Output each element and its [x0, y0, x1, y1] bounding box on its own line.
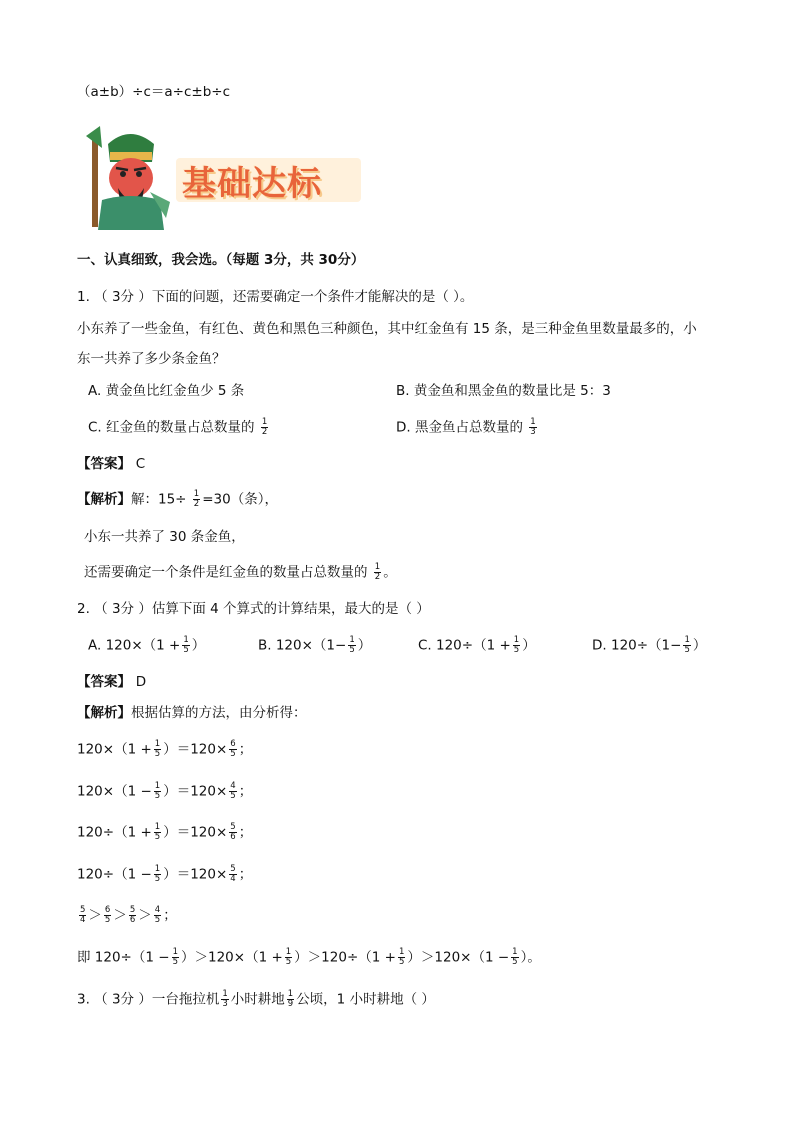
banner-title: 基础达标	[182, 164, 322, 204]
q1-analysis-2: 小东一共养了 30 条金鱼，	[84, 529, 245, 545]
q2-option-a: A. 120×（1 + $\frac{1}{5}$ ）	[88, 635, 206, 655]
q2-analysis-intro: 【解析】根据估算的方法，由分析得：	[77, 705, 307, 721]
q1-stem: 1. （ 3分 ）下面的问题，还需要确定一个条件才能解决的是（ ）。	[77, 289, 474, 305]
q1-analysis-3: 还需要确定一个条件是红金鱼的数量占总数量的 $\frac{1}{2}$ 。	[84, 562, 397, 582]
q1-option-c	[88, 418, 270, 437]
fraction-one-third: $\frac{1}{3}$	[530, 417, 536, 437]
q1-option-d-text: D. 黑金鱼占总数量的	[396, 419, 523, 436]
q1-option-b: B. 黄金鱼和黑金鱼的数量比是 5：3	[396, 383, 611, 399]
q2-conclusion: 即 120÷（1 − $\frac{1}{5}$ ）＞120×（1 + $\frac{1}{5}$ ）＞120÷（1 + $\frac{1}{5}$ ）＞120×（1 − $\frac{1}{5}$ ）。	[77, 947, 541, 967]
q2-option-b: B. 120×（1− $\frac{1}{5}$ ）	[258, 635, 372, 655]
section-heading: 一、认真细致，我会选。（每题 3分，共 30分）	[77, 252, 365, 268]
q1-option-a: A. 黄金鱼比红金鱼少 5 条	[88, 383, 245, 399]
q2-option-c: C. 120÷（1 + $\frac{1}{5}$ ）	[418, 635, 536, 655]
q2-calc-4: 120÷（1 − $\frac{1}{5}$ ）＝120× $\frac{5}{4}$ ；	[77, 864, 253, 884]
q2-compare: $\frac{5}{4}$ ＞ $\frac{6}{5}$ ＞ $\frac{5}{6}$ ＞ $\frac{4}{5}$ ；	[80, 905, 177, 925]
q2-calc-2: 120×（1 − $\frac{1}{5}$ ）＝120× $\frac{4}{5}$ ；	[77, 781, 253, 801]
q1-answer: 【答案】 C	[77, 456, 146, 472]
formula-line: （a±b）÷c＝a÷c±b÷c	[77, 84, 231, 100]
character-illustration-icon	[80, 122, 180, 232]
fraction-one-half: $\frac{1}{2}$	[193, 489, 200, 509]
q1-analysis-1: 【解析】解：15÷ $\frac{1}{2}$ =30（条），	[77, 489, 278, 509]
q2-answer: 【答案】 D	[77, 674, 147, 690]
fraction-one-half: $\frac{1}{2}$	[374, 562, 381, 582]
fraction-one-half: $\frac{1}{2}$	[261, 417, 268, 437]
q1-option-d	[396, 418, 539, 437]
q2-calc-1: 120×（1 + $\frac{1}{5}$ ）＝120× $\frac{6}{5}$ ；	[77, 739, 253, 759]
q3-stem: 3. （ 3分 ）一台拖拉机 $\frac{1}{3}$ 小时耕地 $\frac{1}{9}$ 公顷，1 小时耕地（ ）	[77, 989, 435, 1009]
q2-stem: 2. （ 3分 ）估算下面 4 个算式的计算结果，最大的是（ ）	[77, 601, 430, 617]
q2-calc-3: 120÷（1 + $\frac{1}{5}$ ）＝120× $\frac{5}{6}$ ；	[77, 822, 253, 842]
section-banner	[80, 122, 380, 232]
q1-body-2: 东一共养了多少条金鱼？	[77, 351, 226, 367]
q2-option-d: D. 120÷（1− $\frac{1}{5}$ ）	[592, 635, 707, 655]
q1-body-1: 小东养了一些金鱼，有红色、黄色和黑色三种颜色，其中红金鱼有 15 条，是三种金鱼里数量最多的，小	[77, 321, 697, 337]
q1-option-c-text: C. 红金鱼的数量占总数量的	[88, 419, 255, 436]
